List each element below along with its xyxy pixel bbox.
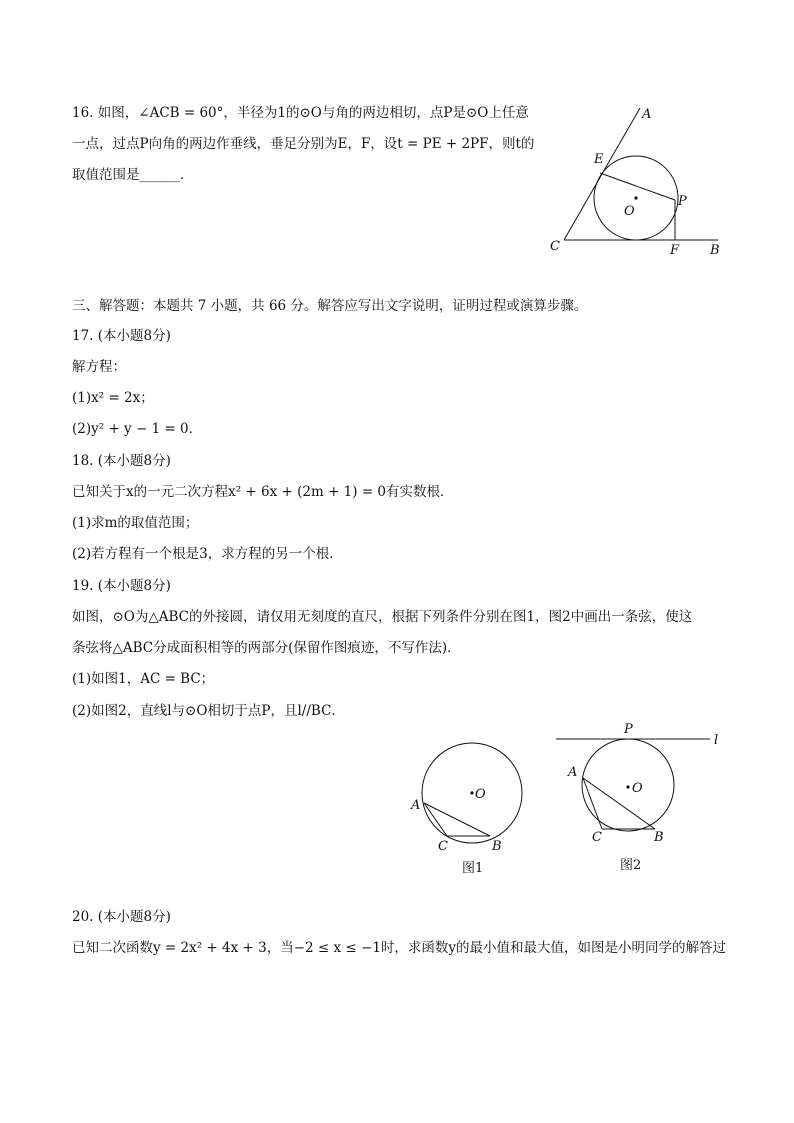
fig2-label-p: P	[624, 722, 633, 737]
fig1-side-ab	[424, 803, 490, 836]
figure-1	[405, 740, 535, 880]
fig2-caption: 图2	[620, 858, 642, 873]
label-a: A	[642, 107, 652, 122]
q18-part-1: (1)求m的取值范围；	[72, 515, 199, 531]
section-3-heading: 三、解答题：本题共 7 小题，共 66 分。解答应写出文字说明，证明过程或演算步骤。	[72, 298, 588, 314]
q17-part-1: (1)x² = 2x；	[72, 390, 154, 406]
fig2-label-b: B	[654, 830, 664, 845]
q17-head: 17. (本小题8分)	[72, 328, 171, 344]
fig1-label-b: B	[492, 839, 502, 854]
fig2-label-o: O	[632, 781, 643, 796]
q16-line-1: 16. 如图，∠ACB = 60°，半径为1的⊙O与角的两边相切，点P是⊙O上任意	[72, 105, 529, 121]
q16-line-3: 取值范围是______．	[72, 167, 194, 183]
label-c: C	[550, 239, 560, 254]
q17-part-2: (2)y² + y − 1 = 0．	[72, 421, 203, 437]
center-o-dot	[634, 196, 637, 199]
q18-head: 18. (本小题8分)	[72, 453, 171, 469]
fig2-circle	[582, 739, 674, 831]
label-o: O	[624, 204, 635, 219]
fig1-label-o: O	[475, 787, 486, 802]
q18-intro: 已知关于x的一元二次方程x² + 6x + (2m + 1) = 0有实数根．	[72, 484, 454, 500]
q19-head: 19. (本小题8分)	[72, 578, 171, 594]
q20-line-1: 已知二次函数y = 2x² + 4x + 3，当−2 ≤ x ≤ −1时，求函数y的最小值和最大值，如图是小明同学的解答过	[72, 940, 727, 956]
label-b: B	[710, 243, 720, 258]
q19-line-2: 条弦将△ABC分成面积相等的两部分(保留作图痕迹，不写作法)．	[72, 640, 461, 656]
segment-pe	[600, 173, 675, 200]
figure-2	[552, 720, 732, 880]
label-e: E	[594, 152, 604, 167]
fig2-label-l: l	[714, 733, 719, 748]
q19-line-1: 如图，⊙O为△ABC的外接圆，请仅用无刻度的直尺，根据下列条件分别在图1，图2中画出一条弦，使这	[72, 609, 693, 625]
q19-part-2: (2)如图2，直线l与⊙O相切于点P，且l//BC．	[72, 703, 345, 719]
fig1-center-dot	[470, 791, 473, 794]
label-p: P	[678, 194, 687, 209]
label-f: F	[670, 243, 680, 258]
q19-part-1: (1)如图1，AC = BC；	[72, 671, 215, 687]
fig2-label-c: C	[592, 830, 602, 845]
fig2-label-a: A	[568, 765, 578, 780]
q20-head: 20. (本小题8分)	[72, 909, 171, 925]
fig2-side-ab	[583, 778, 655, 829]
q16-line-2: 一点，过点P向角的两边作垂线，垂足分别为E，F，设t = PE + 2PF，则t的	[72, 136, 535, 152]
fig2-center-dot	[626, 785, 629, 788]
fig1-side-ac	[424, 803, 447, 836]
q16-figure	[540, 100, 740, 265]
q17-intro: 解方程：	[72, 359, 126, 375]
fig1-label-a: A	[411, 798, 421, 813]
fig1-label-c: C	[438, 839, 448, 854]
q18-part-2: (2)若方程有一个根是3，求方程的另一个根．	[72, 546, 343, 562]
fig1-caption: 图1	[462, 861, 484, 876]
